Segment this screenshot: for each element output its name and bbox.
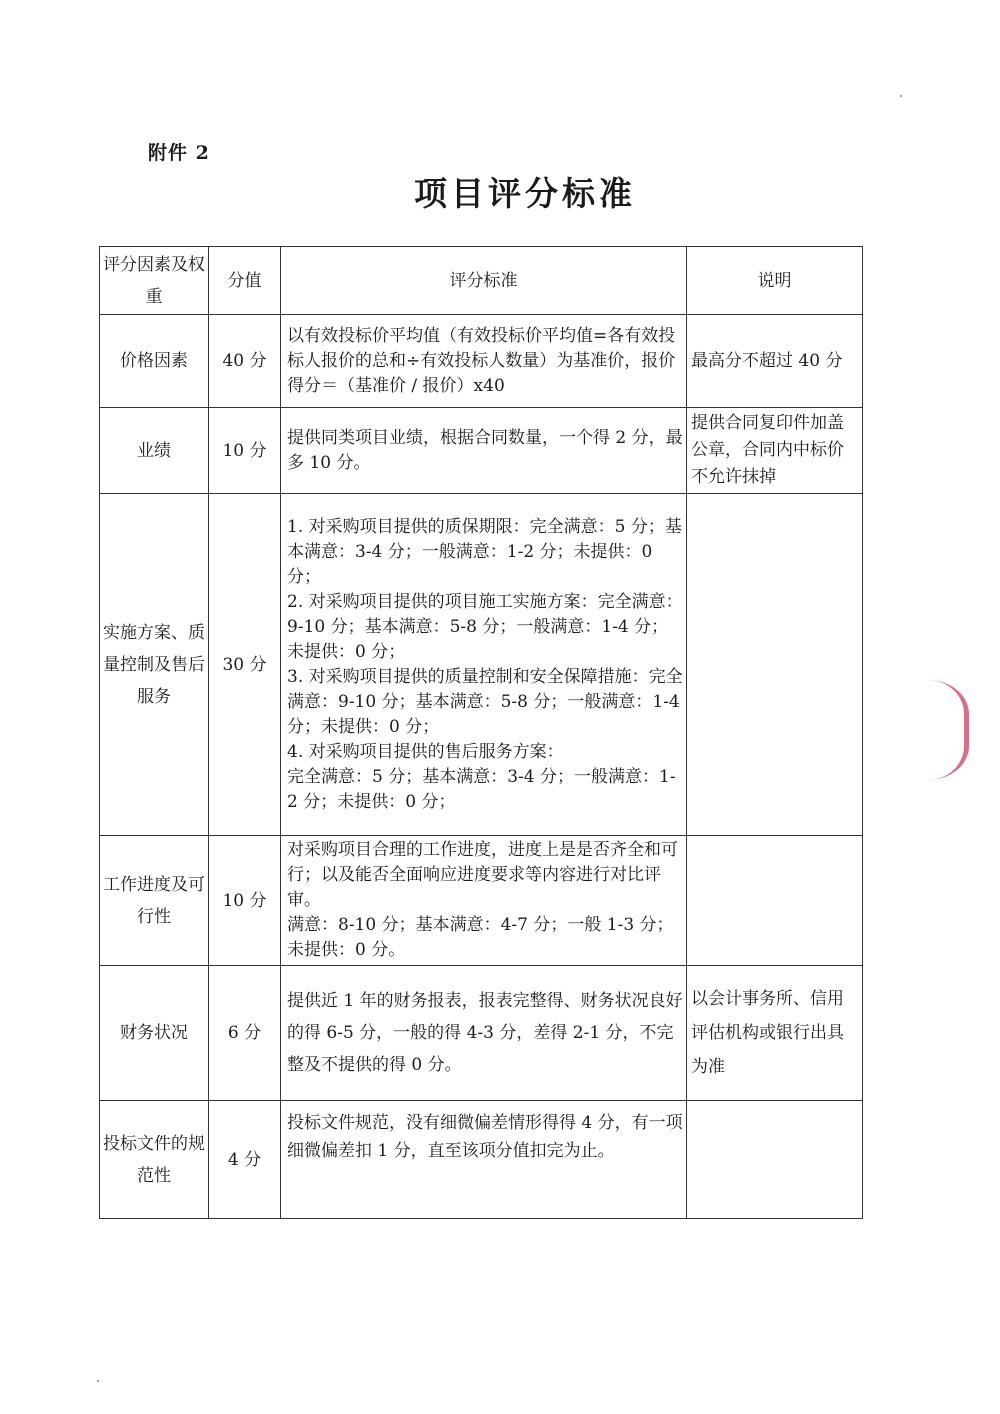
note-cell: 以会计事务所、信用评估机构或银行出具为准: [687, 966, 863, 1101]
factor-cell: 实施方案、质量控制及售后服务: [100, 494, 209, 836]
criteria-line: 满意：8-10 分；基本满意：4-7 分；一般 1-3 分；未提供：0 分。: [287, 915, 674, 960]
scoring-table: [99, 246, 863, 1219]
table-row: [100, 966, 863, 1101]
criteria-cell: 以有效投标价平均值（有效投标价平均值=各有效投标人报价的总和÷有效投标人数量）为基准价，报价得分＝（基准价 / 报价）x40: [281, 315, 687, 408]
factor-cell: 财务状况: [100, 966, 209, 1101]
header-score: 分值: [209, 247, 281, 315]
header-factor: 评分因素及权重: [100, 247, 209, 315]
table-row: [100, 408, 863, 494]
note-cell: [687, 494, 863, 836]
criteria-line: 4. 对采购项目提供的售后服务方案：: [287, 741, 564, 762]
seal-stamp-edge: [928, 680, 969, 780]
criteria-cell: [281, 836, 687, 966]
factor-cell: 价格因素: [100, 315, 209, 408]
factor-cell: 业绩: [100, 408, 209, 494]
header-note: 说明: [687, 247, 863, 315]
factor-cell: 投标文件的规范性: [100, 1101, 209, 1219]
score-cell: 10 分: [209, 836, 281, 966]
scan-speck: [97, 1380, 99, 1382]
scan-speck: [900, 95, 902, 97]
criteria-cell: [281, 494, 687, 836]
document-title: 项目评分标准: [414, 174, 636, 213]
criteria-line: 2. 对采购项目提供的项目施工实施方案：完全满意：9-10 分；基本满意：5-8 分；一般满意：1-4 分；未提供：0 分；: [287, 591, 683, 662]
note-cell: 最高分不超过 40 分: [687, 315, 863, 408]
table-row: [100, 1101, 863, 1219]
header-criteria: 评分标准: [281, 247, 687, 315]
score-cell: 4 分: [209, 1101, 281, 1219]
criteria-cell: 提供同类项目业绩，根据合同数量，一个得 2 分，最多 10 分。: [281, 408, 687, 494]
criteria-cell: 投标文件规范，没有细微偏差情形得得 4 分，有一项细微偏差扣 1 分，直至该项分值扣完为止。: [281, 1101, 687, 1219]
criteria-cell: 提供近 1 年的财务报表，报表完整得、财务状况良好的得 6-5 分，一般的得 4-3 分，差得 2-1 分，不完整及不提供的得 0 分。: [281, 966, 687, 1101]
attachment-label: 附件 2: [148, 142, 210, 164]
score-cell: 40 分: [209, 315, 281, 408]
table-row: [100, 836, 863, 966]
criteria-line: 1. 对采购项目提供的质保期限：完全满意：5 分；基本满意：3-4 分；一般满意：1-2 分；未提供：0 分；: [287, 516, 682, 587]
criteria-line: 3. 对采购项目提供的质量控制和安全保障措施：完全满意：9-10 分；基本满意：5-8 分；一般满意：1-4 分；未提供：0 分；: [287, 666, 683, 737]
score-cell: 10 分: [209, 408, 281, 494]
note-cell: 提供合同复印件加盖公章，合同内中标价不允许抹掉: [687, 408, 863, 494]
score-cell: 30 分: [209, 494, 281, 836]
table-row: [100, 315, 863, 408]
table-header-row: [100, 247, 863, 315]
table-row: [100, 494, 863, 836]
factor-cell: 工作进度及可行性: [100, 836, 209, 966]
criteria-line: 对采购项目合理的工作进度，进度上是是否齐全和可行；以及能否全面响应进度要求等内容进行对比评审。: [287, 840, 678, 910]
score-cell: 6 分: [209, 966, 281, 1101]
criteria-line: 完全满意：5 分；基本满意：3-4 分；一般满意：1-2 分；未提供：0 分；: [287, 766, 676, 812]
note-cell: [687, 1101, 863, 1219]
note-cell: [687, 836, 863, 966]
